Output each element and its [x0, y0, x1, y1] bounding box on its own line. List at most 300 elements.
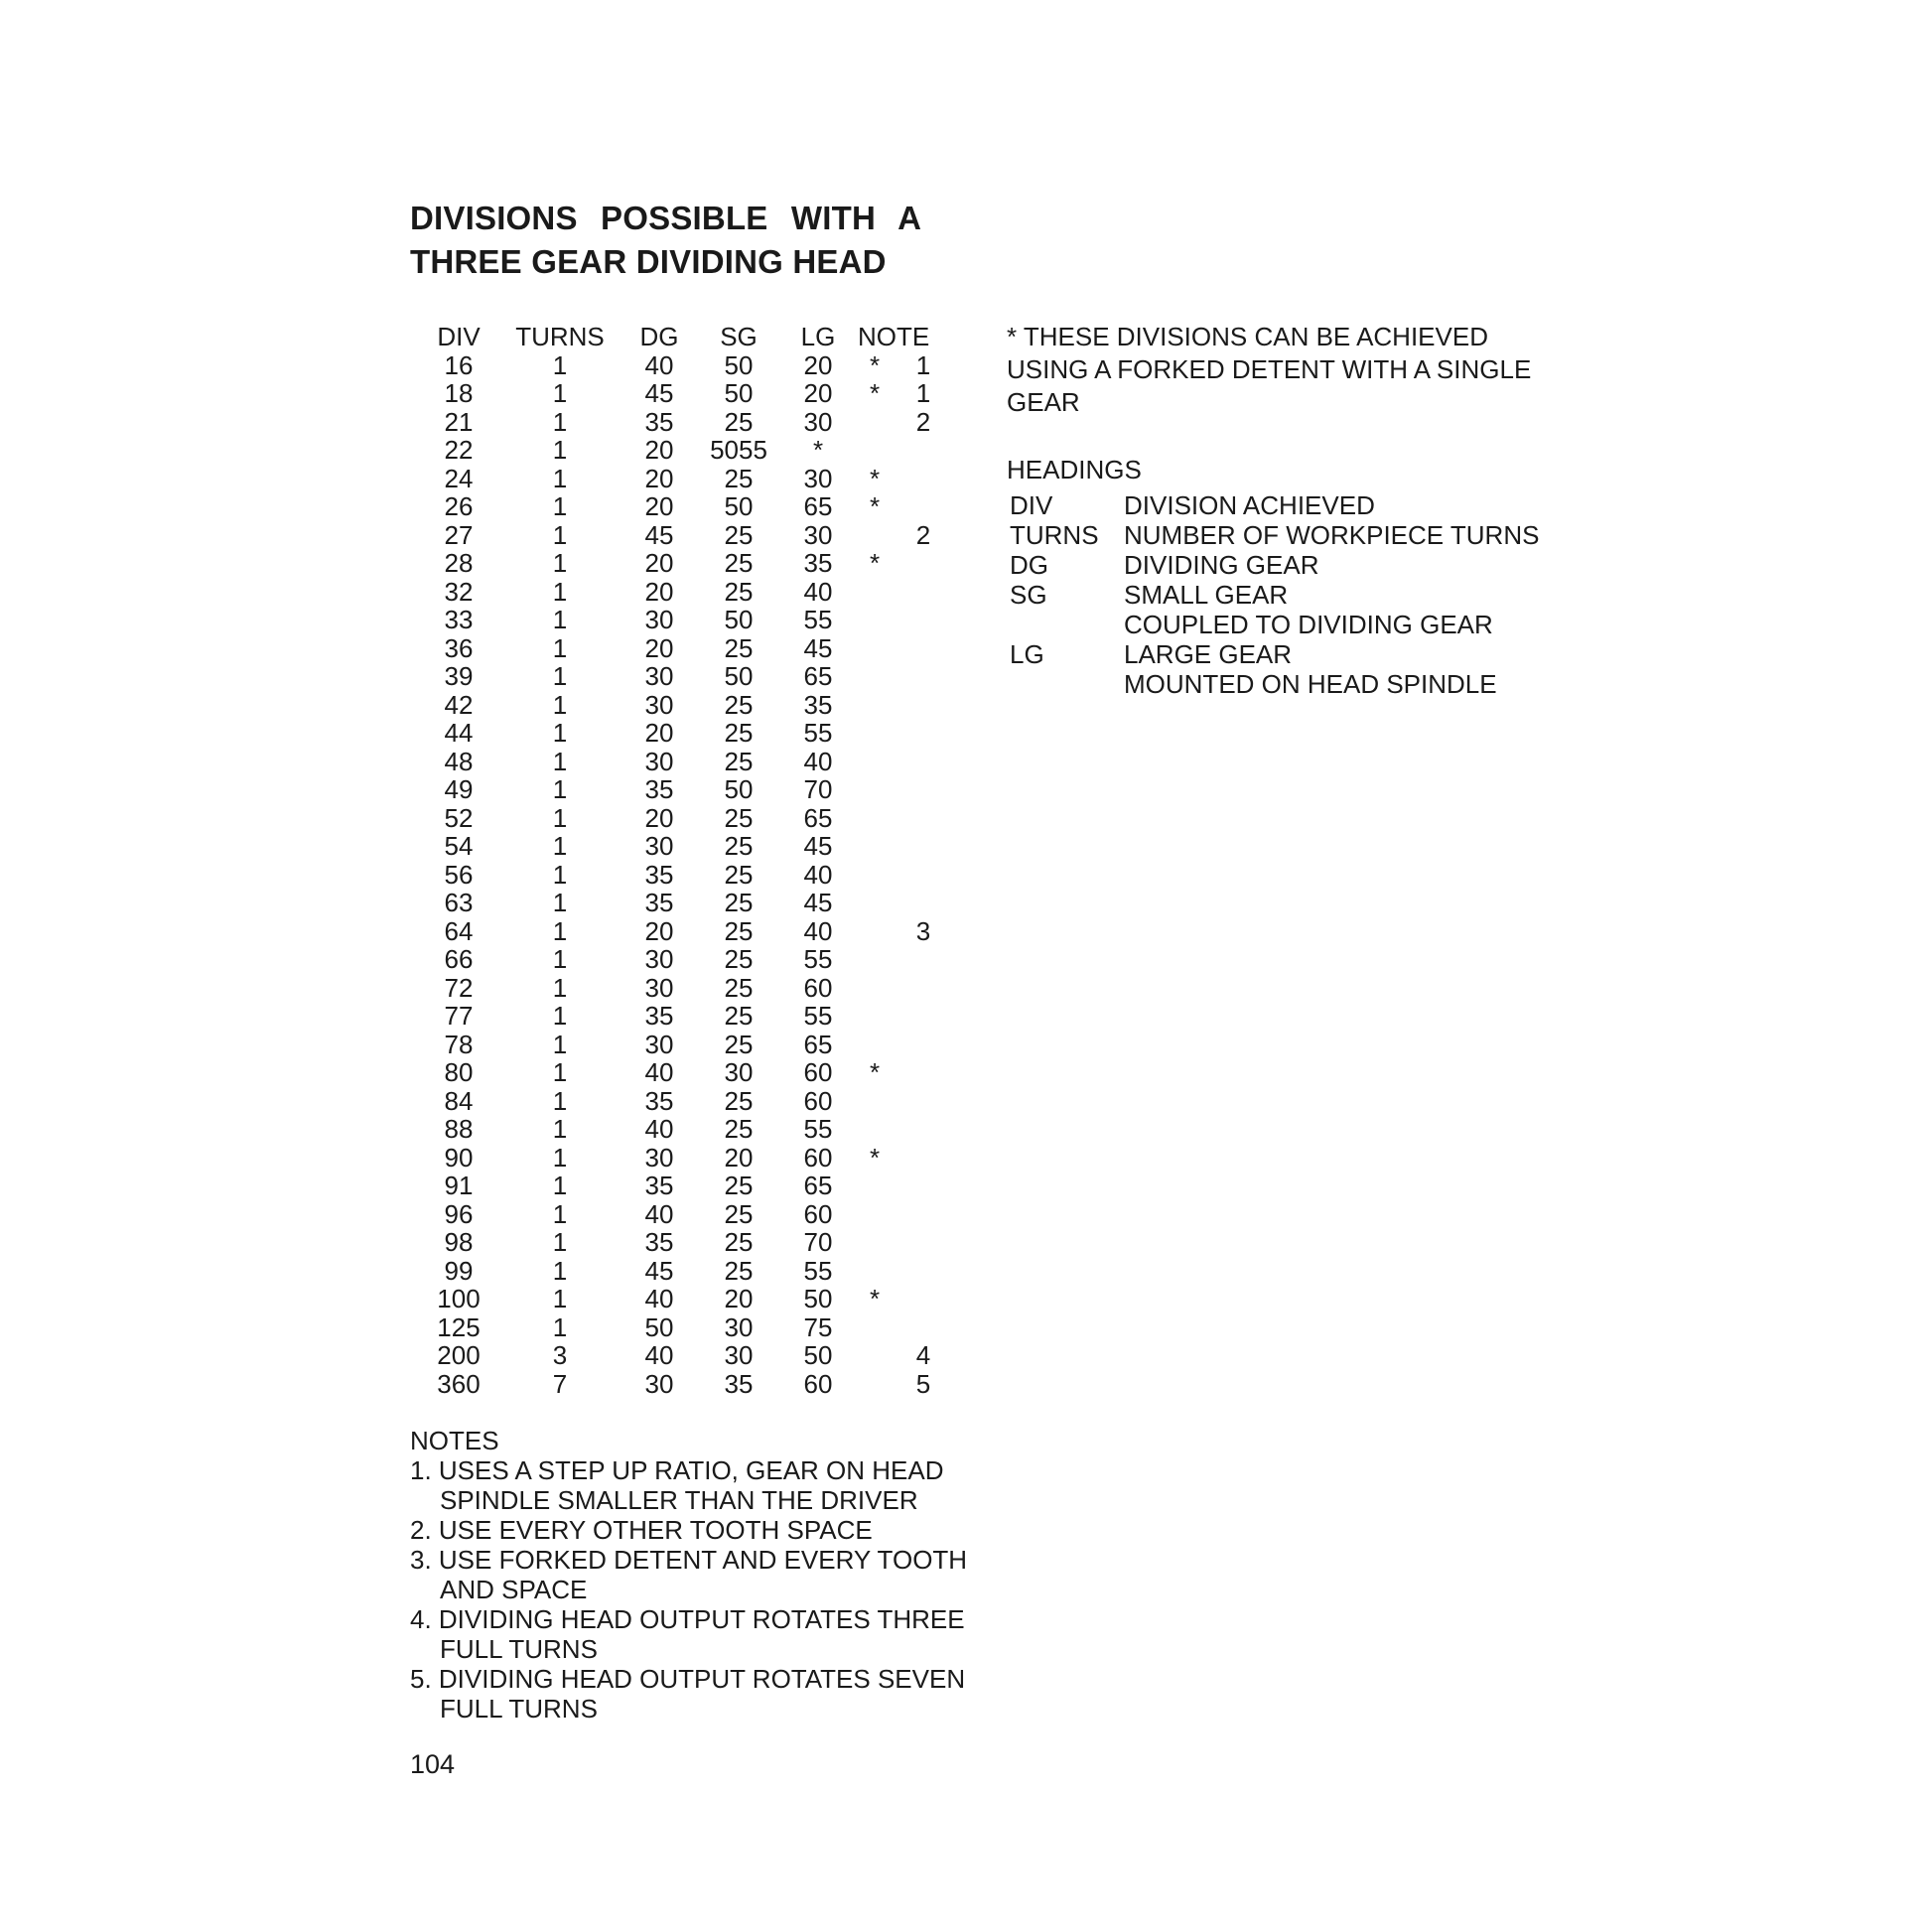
table-row	[427, 804, 945, 833]
cell-dg: 40	[644, 1114, 674, 1144]
cell-div: 32	[444, 576, 474, 607]
cell-turns: 1	[552, 689, 568, 720]
cell-lg: 55	[803, 944, 833, 974]
cell-star	[848, 1172, 901, 1200]
cell-star: *	[869, 491, 881, 521]
cell-div: 27	[444, 519, 474, 550]
table-row	[427, 1172, 945, 1200]
cell-sg: 30	[724, 1057, 754, 1087]
cell-note	[901, 691, 945, 720]
cell-turns: 1	[552, 718, 568, 748]
cell-lg: 35	[803, 689, 833, 720]
cell-star	[848, 1087, 901, 1116]
cell-div: 56	[444, 859, 474, 890]
table-row	[427, 492, 945, 521]
cell-turns: 1	[552, 1227, 568, 1257]
cell-sg: 25	[724, 689, 754, 720]
cell-turns: 1	[552, 746, 568, 776]
cell-div: 125	[437, 1311, 481, 1342]
cell-div: 44	[444, 718, 474, 748]
cell-lg: 45	[803, 888, 833, 917]
cell-dg: 40	[644, 1198, 674, 1229]
cell-dg: 30	[644, 1142, 674, 1173]
cell-note	[901, 549, 945, 578]
cell-turns: 1	[552, 661, 568, 691]
cell-lg: 45	[803, 632, 833, 663]
notes-section	[410, 1426, 996, 1724]
cell-sg: 25	[724, 632, 754, 663]
cell-div: 54	[444, 831, 474, 861]
cell-turns: 1	[552, 1284, 568, 1313]
cell-turns: 3	[552, 1340, 568, 1370]
cell-dg: 20	[644, 463, 674, 493]
cell-star	[848, 889, 901, 917]
cell-div: 91	[444, 1171, 474, 1200]
cell-star	[848, 436, 901, 465]
cell-dg: 30	[644, 746, 674, 776]
cell-div: 64	[444, 915, 474, 946]
cell-lg: 30	[803, 406, 833, 437]
cell-sg: 25	[724, 548, 754, 578]
cell-lg: 40	[803, 859, 833, 890]
cell-sg: 25	[724, 718, 754, 748]
cell-star: *	[869, 548, 881, 578]
cell-lg: 60	[803, 1368, 833, 1399]
cell-sg: 25	[724, 888, 754, 917]
cell-div: 42	[444, 689, 474, 720]
cell-lg: 60	[803, 1142, 833, 1173]
cell-star	[848, 662, 901, 691]
cell-turns: 1	[552, 406, 568, 437]
cell-dg: 30	[644, 1368, 674, 1399]
cell-turns: 1	[552, 632, 568, 663]
cell-div: 39	[444, 661, 474, 691]
cell-lg: 55	[803, 1001, 833, 1031]
cell-sg: 50	[724, 491, 754, 521]
cell-turns: 1	[552, 859, 568, 890]
cell-star	[848, 804, 901, 833]
table-row	[427, 606, 945, 634]
cell-lg: 45	[803, 831, 833, 861]
legend-panel	[1007, 321, 1563, 699]
cell-star	[848, 748, 901, 776]
cell-star	[848, 1313, 901, 1342]
table-row	[427, 379, 945, 408]
cell-star	[848, 606, 901, 634]
cell-lg: 65	[803, 802, 833, 833]
header-turns: TURNS	[515, 322, 605, 351]
table-row	[427, 578, 945, 607]
cell-star	[848, 974, 901, 1003]
cell-sg: 25	[724, 972, 754, 1003]
cell-star	[848, 775, 901, 804]
page-title	[410, 197, 921, 284]
cell-div: 77	[444, 1001, 474, 1031]
heading-value: COUPLED TO DIVIDING GEAR	[1124, 610, 1493, 639]
heading-key: SG	[1010, 580, 1047, 610]
cell-sg: 20	[724, 1142, 754, 1173]
cell-div: 100	[437, 1284, 481, 1313]
headings-label: HEADINGS	[1007, 455, 1142, 484]
cell-lg: 40	[803, 746, 833, 776]
table-row	[427, 917, 945, 946]
cell-sg: 25	[724, 519, 754, 550]
cell-lg: 35	[803, 548, 833, 578]
cell-lg: 75	[803, 1311, 833, 1342]
heading-key: TURNS	[1010, 520, 1099, 550]
cell-div: 84	[444, 1085, 474, 1116]
cell-note	[901, 719, 945, 748]
cell-sg: 25	[724, 831, 754, 861]
cell-note: 2	[915, 519, 931, 550]
cell-div: 90	[444, 1142, 474, 1173]
cell-note	[901, 748, 945, 776]
table-row	[427, 1200, 945, 1229]
cell-note	[901, 1144, 945, 1173]
table-row	[427, 691, 945, 720]
cell-note: 5	[915, 1368, 931, 1399]
cell-star	[848, 917, 901, 946]
cell-turns: 1	[552, 1001, 568, 1031]
cell-note: 1	[915, 378, 931, 408]
cell-star	[848, 861, 901, 890]
cell-lg: 65	[803, 661, 833, 691]
cell-sg: 25	[724, 859, 754, 890]
cell-div: 24	[444, 463, 474, 493]
cell-note: 3	[915, 915, 931, 946]
cell-turns: 1	[552, 1029, 568, 1059]
cell-dg: 35	[644, 1171, 674, 1200]
heading-definition-row	[1010, 669, 1539, 699]
table-row	[427, 521, 945, 550]
cell-sg: 35	[724, 1368, 754, 1399]
cell-turns: 1	[552, 1171, 568, 1200]
cell-turns: 1	[552, 1085, 568, 1116]
cell-star: *	[869, 378, 881, 408]
cell-sg: 5055	[710, 435, 767, 465]
cell-dg: 20	[644, 915, 674, 946]
headings-definitions	[1010, 490, 1539, 699]
cell-turns: 7	[552, 1368, 568, 1399]
cell-sg: 25	[724, 576, 754, 607]
cell-turns: 1	[552, 463, 568, 493]
cell-dg: 35	[644, 888, 674, 917]
cell-dg: 30	[644, 944, 674, 974]
cell-lg: 55	[803, 605, 833, 634]
cell-note: 2	[915, 406, 931, 437]
cell-div: 98	[444, 1227, 474, 1257]
cell-turns: 1	[552, 972, 568, 1003]
heading-value: MOUNTED ON HEAD SPINDLE	[1124, 669, 1497, 699]
table-row	[427, 1370, 945, 1399]
cell-dg: 40	[644, 1340, 674, 1370]
table-row	[427, 832, 945, 861]
cell-div: 33	[444, 605, 474, 634]
cell-note	[901, 1172, 945, 1200]
cell-sg: 50	[724, 605, 754, 634]
cell-star: *	[869, 349, 881, 380]
cell-star	[848, 1031, 901, 1059]
cell-dg: 20	[644, 491, 674, 521]
header-dg: DG	[639, 322, 679, 351]
cell-sg: 25	[724, 1198, 754, 1229]
table-row	[427, 1313, 945, 1342]
table-row	[427, 775, 945, 804]
heading-value: DIVISION ACHIEVED	[1124, 490, 1375, 520]
cell-div: 52	[444, 802, 474, 833]
cell-dg: 45	[644, 519, 674, 550]
cell-lg: 65	[803, 1029, 833, 1059]
header-lg: LG	[800, 322, 836, 351]
cell-lg: 55	[803, 1255, 833, 1286]
cell-dg: 30	[644, 689, 674, 720]
cell-star	[848, 1200, 901, 1229]
cell-div: 66	[444, 944, 474, 974]
cell-div: 72	[444, 972, 474, 1003]
cell-star	[848, 408, 901, 437]
cell-turns: 1	[552, 435, 568, 465]
cell-star	[848, 1370, 901, 1399]
table-row	[427, 748, 945, 776]
cell-lg: 60	[803, 1057, 833, 1087]
notes-list	[410, 1455, 996, 1724]
cell-note	[901, 1313, 945, 1342]
cell-div: 18	[444, 378, 474, 408]
heading-value: SMALL GEAR	[1124, 580, 1289, 610]
cell-note	[901, 1285, 945, 1313]
cell-div: 22	[444, 435, 474, 465]
cell-dg: 45	[644, 1255, 674, 1286]
cell-note	[901, 578, 945, 607]
cell-turns: 1	[552, 802, 568, 833]
cell-lg: 40	[803, 576, 833, 607]
cell-note	[901, 861, 945, 890]
cell-star	[848, 719, 901, 748]
cell-div: 21	[444, 406, 474, 437]
cell-star	[848, 1257, 901, 1286]
cell-lg: *	[812, 435, 824, 465]
table-row	[427, 1115, 945, 1144]
table-body	[427, 351, 945, 1399]
cell-note	[901, 1200, 945, 1229]
table-row	[427, 549, 945, 578]
cell-dg: 30	[644, 972, 674, 1003]
cell-star	[848, 691, 901, 720]
cell-div: 36	[444, 632, 474, 663]
table-row	[427, 974, 945, 1003]
cell-lg: 70	[803, 1227, 833, 1257]
cell-sg: 25	[724, 1114, 754, 1144]
heading-key: LG	[1010, 639, 1044, 669]
header-div: DIV	[437, 322, 481, 351]
heading-value: DIVIDING GEAR	[1124, 550, 1319, 580]
cell-sg: 25	[724, 944, 754, 974]
cell-note	[901, 634, 945, 663]
table-row	[427, 1058, 945, 1087]
cell-turns: 1	[552, 349, 568, 380]
table-row	[427, 1087, 945, 1116]
cell-star	[848, 1341, 901, 1370]
table-row	[427, 351, 945, 380]
cell-note	[901, 832, 945, 861]
page-title-line-1: DIVISIONS POSSIBLE WITH A	[410, 200, 922, 236]
note-item: 1. USES A STEP UP RATIO, GEAR ON HEAD SPINDLE SMALLER THAN THE DRIVER	[410, 1455, 944, 1515]
divisions-table	[427, 323, 945, 1398]
cell-lg: 65	[803, 491, 833, 521]
heading-definition-row	[1010, 490, 1539, 520]
cell-note: 1	[915, 349, 931, 380]
cell-turns: 1	[552, 831, 568, 861]
cell-note	[901, 1087, 945, 1116]
cell-lg: 55	[803, 1114, 833, 1144]
table-row	[427, 719, 945, 748]
cell-lg: 70	[803, 774, 833, 804]
cell-lg: 65	[803, 1171, 833, 1200]
cell-lg: 50	[803, 1284, 833, 1313]
cell-star	[848, 832, 901, 861]
cell-turns: 1	[552, 548, 568, 578]
cell-dg: 20	[644, 802, 674, 833]
cell-dg: 20	[644, 548, 674, 578]
cell-sg: 30	[724, 1340, 754, 1370]
cell-dg: 20	[644, 632, 674, 663]
cell-sg: 50	[724, 774, 754, 804]
cell-div: 360	[437, 1368, 481, 1399]
cell-turns: 1	[552, 1057, 568, 1087]
cell-lg: 20	[803, 378, 833, 408]
page-number: 104	[410, 1749, 456, 1779]
cell-dg: 30	[644, 1029, 674, 1059]
cell-star: *	[869, 463, 881, 493]
cell-div: 80	[444, 1057, 474, 1087]
cell-turns: 1	[552, 605, 568, 634]
notes-label: NOTES	[410, 1426, 499, 1455]
cell-lg: 60	[803, 1085, 833, 1116]
note-item: 5. DIVIDING HEAD OUTPUT ROTATES SEVEN FULL TURNS	[410, 1664, 966, 1724]
cell-star	[848, 521, 901, 550]
cell-lg: 30	[803, 463, 833, 493]
cell-sg: 25	[724, 802, 754, 833]
cell-sg: 25	[724, 746, 754, 776]
cell-lg: 60	[803, 972, 833, 1003]
cell-note	[901, 436, 945, 465]
cell-div: 99	[444, 1255, 474, 1286]
cell-lg: 40	[803, 915, 833, 946]
table-row	[427, 1257, 945, 1286]
cell-note	[901, 945, 945, 974]
cell-star	[848, 1228, 901, 1257]
note-item: 4. DIVIDING HEAD OUTPUT ROTATES THREE FULL TURNS	[410, 1604, 965, 1664]
cell-sg: 20	[724, 1284, 754, 1313]
cell-star	[848, 578, 901, 607]
cell-div: 26	[444, 491, 474, 521]
cell-dg: 40	[644, 349, 674, 380]
cell-lg: 50	[803, 1340, 833, 1370]
cell-dg: 20	[644, 435, 674, 465]
cell-div: 96	[444, 1198, 474, 1229]
cell-turns: 1	[552, 888, 568, 917]
cell-note	[901, 889, 945, 917]
cell-star	[848, 945, 901, 974]
table-row	[427, 861, 945, 890]
table-row	[427, 1031, 945, 1059]
heading-definition-row	[1010, 580, 1539, 610]
cell-sg: 25	[724, 1255, 754, 1286]
cell-dg: 20	[644, 718, 674, 748]
cell-turns: 1	[552, 1142, 568, 1173]
cell-dg: 40	[644, 1284, 674, 1313]
cell-star: *	[869, 1142, 881, 1173]
cell-turns: 1	[552, 774, 568, 804]
cell-div: 48	[444, 746, 474, 776]
cell-dg: 30	[644, 661, 674, 691]
cell-sg: 25	[724, 1085, 754, 1116]
cell-dg: 50	[644, 1311, 674, 1342]
cell-turns: 1	[552, 576, 568, 607]
cell-star	[848, 1002, 901, 1031]
cell-star	[848, 634, 901, 663]
table-row	[427, 1144, 945, 1173]
cell-turns: 1	[552, 378, 568, 408]
cell-dg: 20	[644, 576, 674, 607]
cell-lg: 20	[803, 349, 833, 380]
cell-sg: 25	[724, 406, 754, 437]
heading-key: DG	[1010, 550, 1048, 580]
heading-definition-row	[1010, 520, 1539, 550]
cell-turns: 1	[552, 1255, 568, 1286]
cell-sg: 25	[724, 1227, 754, 1257]
table-row	[427, 662, 945, 691]
cell-dg: 35	[644, 859, 674, 890]
heading-key: DIV	[1010, 490, 1053, 520]
page-title-line-2: THREE GEAR DIVIDING HEAD	[410, 243, 887, 280]
table-row	[427, 1341, 945, 1370]
heading-definition-row	[1010, 550, 1539, 580]
cell-note	[901, 804, 945, 833]
cell-sg: 25	[724, 1171, 754, 1200]
table-row	[427, 465, 945, 493]
header-sg: SG	[720, 322, 758, 351]
cell-note	[901, 662, 945, 691]
cell-sg: 50	[724, 378, 754, 408]
cell-note	[901, 1002, 945, 1031]
cell-dg: 35	[644, 774, 674, 804]
cell-div: 63	[444, 888, 474, 917]
table-row	[427, 889, 945, 917]
cell-div: 78	[444, 1029, 474, 1059]
cell-div: 200	[437, 1340, 481, 1370]
cell-sg: 25	[724, 1001, 754, 1031]
note-item: 2. USE EVERY OTHER TOOTH SPACE	[410, 1515, 873, 1545]
table-row	[427, 436, 945, 465]
cell-dg: 30	[644, 831, 674, 861]
cell-div: 28	[444, 548, 474, 578]
cell-dg: 35	[644, 1227, 674, 1257]
table-row	[427, 634, 945, 663]
cell-div: 88	[444, 1114, 474, 1144]
cell-sg: 30	[724, 1311, 754, 1342]
cell-note	[901, 1115, 945, 1144]
cell-note	[901, 465, 945, 493]
cell-turns: 1	[552, 1114, 568, 1144]
cell-turns: 1	[552, 1198, 568, 1229]
table-header-row	[427, 323, 945, 351]
cell-div: 16	[444, 349, 474, 380]
heading-value: NUMBER OF WORKPIECE TURNS	[1124, 520, 1540, 550]
cell-note	[901, 1031, 945, 1059]
heading-value: LARGE GEAR	[1124, 639, 1293, 669]
cell-sg: 50	[724, 661, 754, 691]
